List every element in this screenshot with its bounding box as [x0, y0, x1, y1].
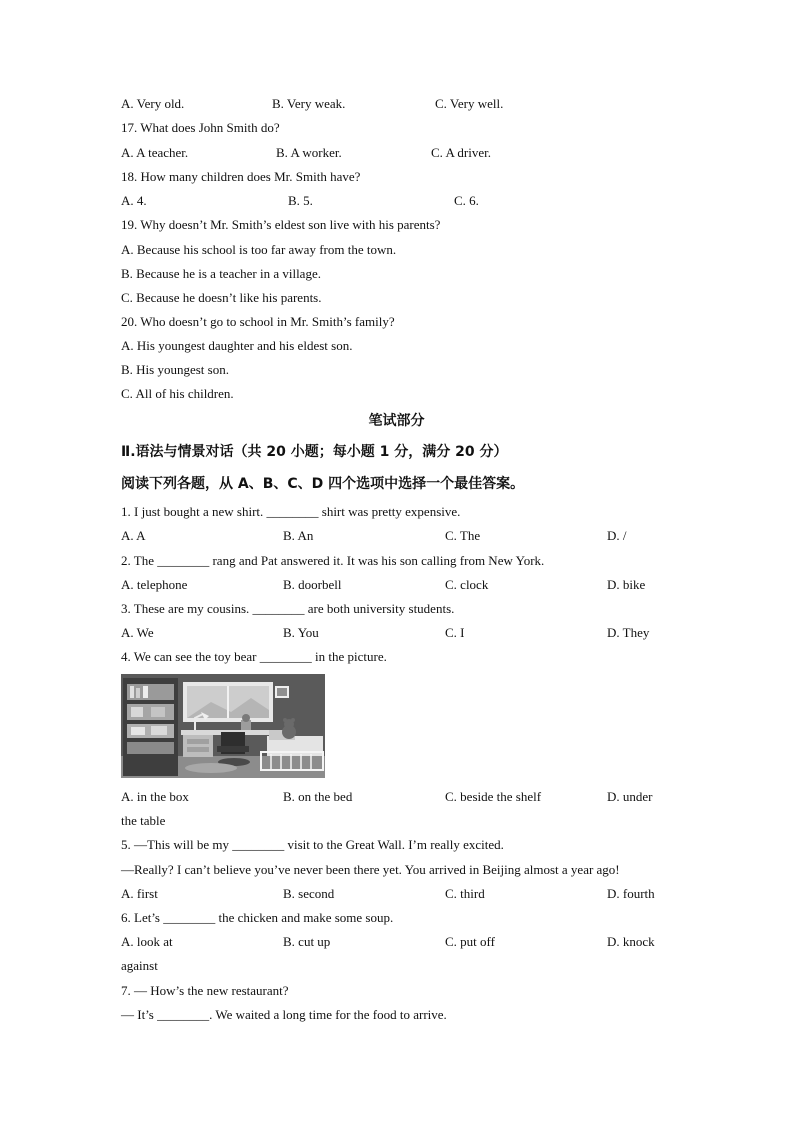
q19-option-b: B. Because he is a teacher in a village. — [121, 266, 321, 281]
question-4-stem: 4. We can see the toy bear ________ in the picture. — [121, 649, 387, 664]
question-4-option-d-wrap: the table — [121, 813, 166, 828]
q19-question: 19. Why doesn’t Mr. Smith’s eldest son live with his parents? — [121, 217, 441, 232]
q16-option-b: B. Very weak. — [272, 96, 346, 111]
q20-option-a: A. His youngest daughter and his eldest son. — [121, 338, 353, 353]
q20-option-b: B. His youngest son. — [121, 362, 229, 377]
q16-option-c: C. Very well. — [435, 96, 504, 111]
question-7-stem-reply: — It’s ________. We waited a long time for the food to arrive. — [121, 1007, 447, 1022]
q20-question: 20. Who doesn’t go to school in Mr. Smith’s family? — [121, 314, 395, 329]
question-5-option-d: D. fourth — [607, 886, 655, 901]
question-6-option-c: C. put off — [445, 934, 495, 949]
q17-option-b: B. A worker. — [276, 145, 342, 160]
q20-option-c: C. All of his children. — [121, 386, 234, 401]
question-1-option-c: C. The — [445, 528, 481, 543]
question-5-stem-reply: —Really? I can’t believe you’ve never been there yet. You arrived in Beijing almost a year ago! — [121, 862, 620, 877]
q19-option-c: C. Because he doesn’t like his parents. — [121, 290, 322, 305]
question-6-stem: 6. Let’s ________ the chicken and make some soup. — [121, 910, 394, 925]
question-3-option-d: D. They — [607, 625, 650, 640]
q18-question: 18. How many children does Mr. Smith have? — [121, 169, 361, 184]
q16-option-a: A. Very old. — [121, 96, 185, 111]
written-part-title: 笔试部分 — [368, 413, 425, 429]
question-1-option-b: B. An — [283, 528, 314, 543]
question-2-option-a: A. telephone — [121, 577, 188, 592]
rug — [185, 763, 237, 773]
question-1-option-a: A. A — [121, 528, 146, 543]
question-5-option-b: B. second — [283, 886, 335, 901]
question-5-option-a: A. first — [121, 886, 158, 901]
question-3-option-c: C. I — [445, 625, 465, 640]
q18-option-c: C. 6. — [454, 193, 479, 208]
q19-option-a: A. Because his school is too far away from the town. — [121, 242, 397, 257]
q17-option-c: C. A driver. — [431, 145, 491, 160]
question-2-stem: 2. The ________ rang and Pat answered it. It was his son calling from New York. — [121, 553, 545, 568]
question-6-option-d-wrap: against — [121, 958, 158, 973]
question-3-stem: 3. These are my cousins. ________ are both university students. — [121, 601, 455, 616]
question-6-option-d: D. knock — [607, 934, 655, 949]
question-2-option-c: C. clock — [445, 577, 489, 592]
question-5-stem: 5. —This will be my ________ visit to the Great Wall. I’m really excited. — [121, 837, 504, 852]
q18-option-b: B. 5. — [288, 193, 313, 208]
question-6-option-b: B. cut up — [283, 934, 331, 949]
question-7-stem: 7. — How’s the new restaurant? — [121, 983, 289, 998]
instruction: 阅读下列各题，从 A、B、C、D 四个选项中选择一个最佳答案。 — [121, 476, 525, 492]
question-2-option-b: B. doorbell — [283, 577, 342, 592]
question-4-option-c: C. beside the shelf — [445, 789, 542, 804]
question-5-option-c: C. third — [445, 886, 485, 901]
question-3-option-b: B. You — [283, 625, 319, 640]
q17-option-a: A. A teacher. — [121, 145, 189, 160]
question-2-option-d: D. bike — [607, 577, 646, 592]
question-4-option-d: D. under — [607, 789, 653, 804]
question-1-option-d: D. / — [607, 528, 627, 543]
question-6-option-a: A. look at — [121, 934, 173, 949]
q18-option-a: A. 4. — [121, 193, 147, 208]
question-4-option-a: A. in the box — [121, 789, 189, 804]
question-4-option-b: B. on the bed — [283, 789, 353, 804]
q17-question: 17. What does John Smith do? — [121, 120, 280, 135]
bedroom-picture — [121, 674, 325, 778]
question-3-option-a: A. We — [121, 625, 154, 640]
question-1-stem: 1. I just bought a new shirt. ________ shirt was pretty expensive. — [121, 504, 461, 519]
section-heading: Ⅱ.语法与情景对话（共 20 小题；每小题 1 分，满分 20 分） — [121, 444, 508, 460]
